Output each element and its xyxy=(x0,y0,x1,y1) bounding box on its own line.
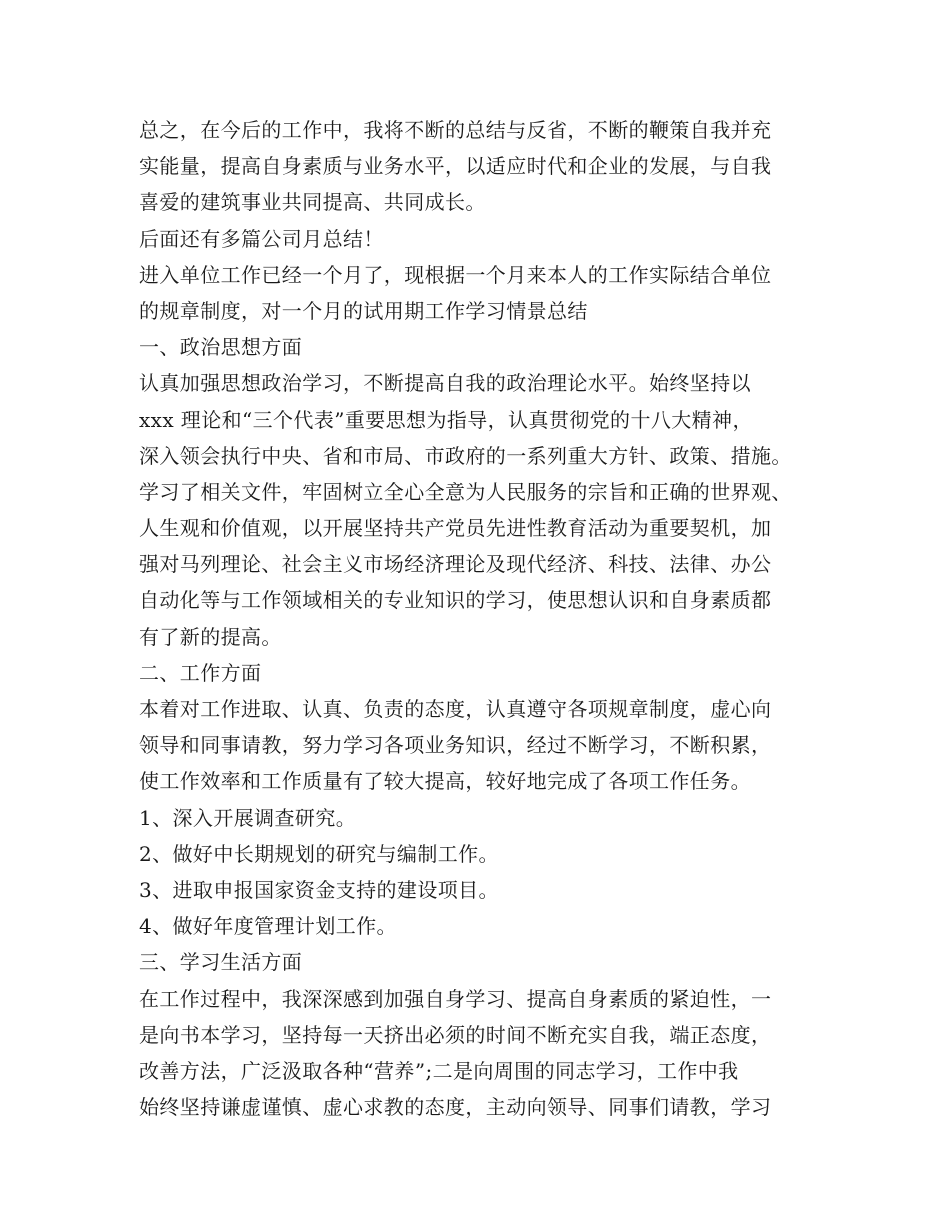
text-line: 本着对工作进取、认真、负责的态度，认真遵守各项规章制度，虚心向 xyxy=(139,697,772,721)
list-item: 4、做好年度管理计划工作。 xyxy=(139,914,397,939)
document-body xyxy=(139,112,829,1125)
text-line: 深入领会执行中央、省和市局、市政府的一系列重大方针、政策、措施。 xyxy=(139,443,792,468)
list-item: 2、做好中长期规划的研究与编制工作。 xyxy=(139,841,499,866)
text-line: 的规章制度，对一个月的试用期工作学习情景总结 xyxy=(139,298,588,323)
text-line: 总之，在今后的工作中，我将不断的总结与反省，不断的鞭策自我并充 xyxy=(139,118,772,142)
text-line: xxx 理论和“三个代表”重要思想为指导，认真贯彻党的十八大精神， xyxy=(139,407,753,432)
text-line: 进入单位工作已经一个月了，现根据一个月来本人的工作实际结合单位 xyxy=(139,262,772,287)
section-heading: 三、学习生活方面 xyxy=(139,950,303,975)
list-item: 1、深入开展调查研究。 xyxy=(139,805,357,830)
text-line: 人生观和价值观，以开展坚持共产党员先进性教育活动为重要契机，加 xyxy=(139,516,772,541)
text-line: 强对马列理论、社会主义市场经济理论及现代经济、科技、法律、办公 xyxy=(139,552,772,577)
text-line: 改善方法，广泛汲取各种“营养”;二是向周围的同志学习，工作中我 xyxy=(139,1058,739,1083)
section-heading: 一、政治思想方面 xyxy=(139,335,303,360)
text-line: 是向书本学习，坚持每一天挤出必须的时间不断充实自我，端正态度， xyxy=(139,1022,772,1047)
text-line: 学习了相关文件，牢固树立全心全意为人民服务的宗旨和正确的世界观、 xyxy=(139,479,792,504)
list-item: 3、进取申报国家资金支持的建设项目。 xyxy=(139,877,499,902)
text-line: 使工作效率和工作质量有了较大提高，较好地完成了各项工作任务。 xyxy=(139,769,751,794)
text-line: 始终坚持谦虚谨慎、虚心求教的态度，主动向领导、同事们请教，学习 xyxy=(139,1095,772,1120)
text-line: 实能量，提高自身素质与业务水平，以适应时代和企业的发展，与自我 xyxy=(139,154,772,179)
text-line: 有了新的提高。 xyxy=(139,624,282,649)
text-line: 后面还有多篇公司月总结！ xyxy=(139,226,384,251)
text-line: 喜爱的建筑事业共同提高、共同成长。 xyxy=(139,190,486,215)
text-line: 自动化等与工作领域相关的专业知识的学习，使思想认识和自身素质都 xyxy=(139,588,772,613)
text-line: 领导和同事请教，努力学习各项业务知识，经过不断学习，不断积累， xyxy=(139,733,772,758)
section-heading: 二、工作方面 xyxy=(139,660,262,685)
text-line: 在工作过程中，我深深感到加强自身学习、提高自身素质的紧迫性，一 xyxy=(139,986,772,1011)
text-line: 认真加强思想政治学习，不断提高自我的政治理论水平。始终坚持以 xyxy=(139,371,751,396)
